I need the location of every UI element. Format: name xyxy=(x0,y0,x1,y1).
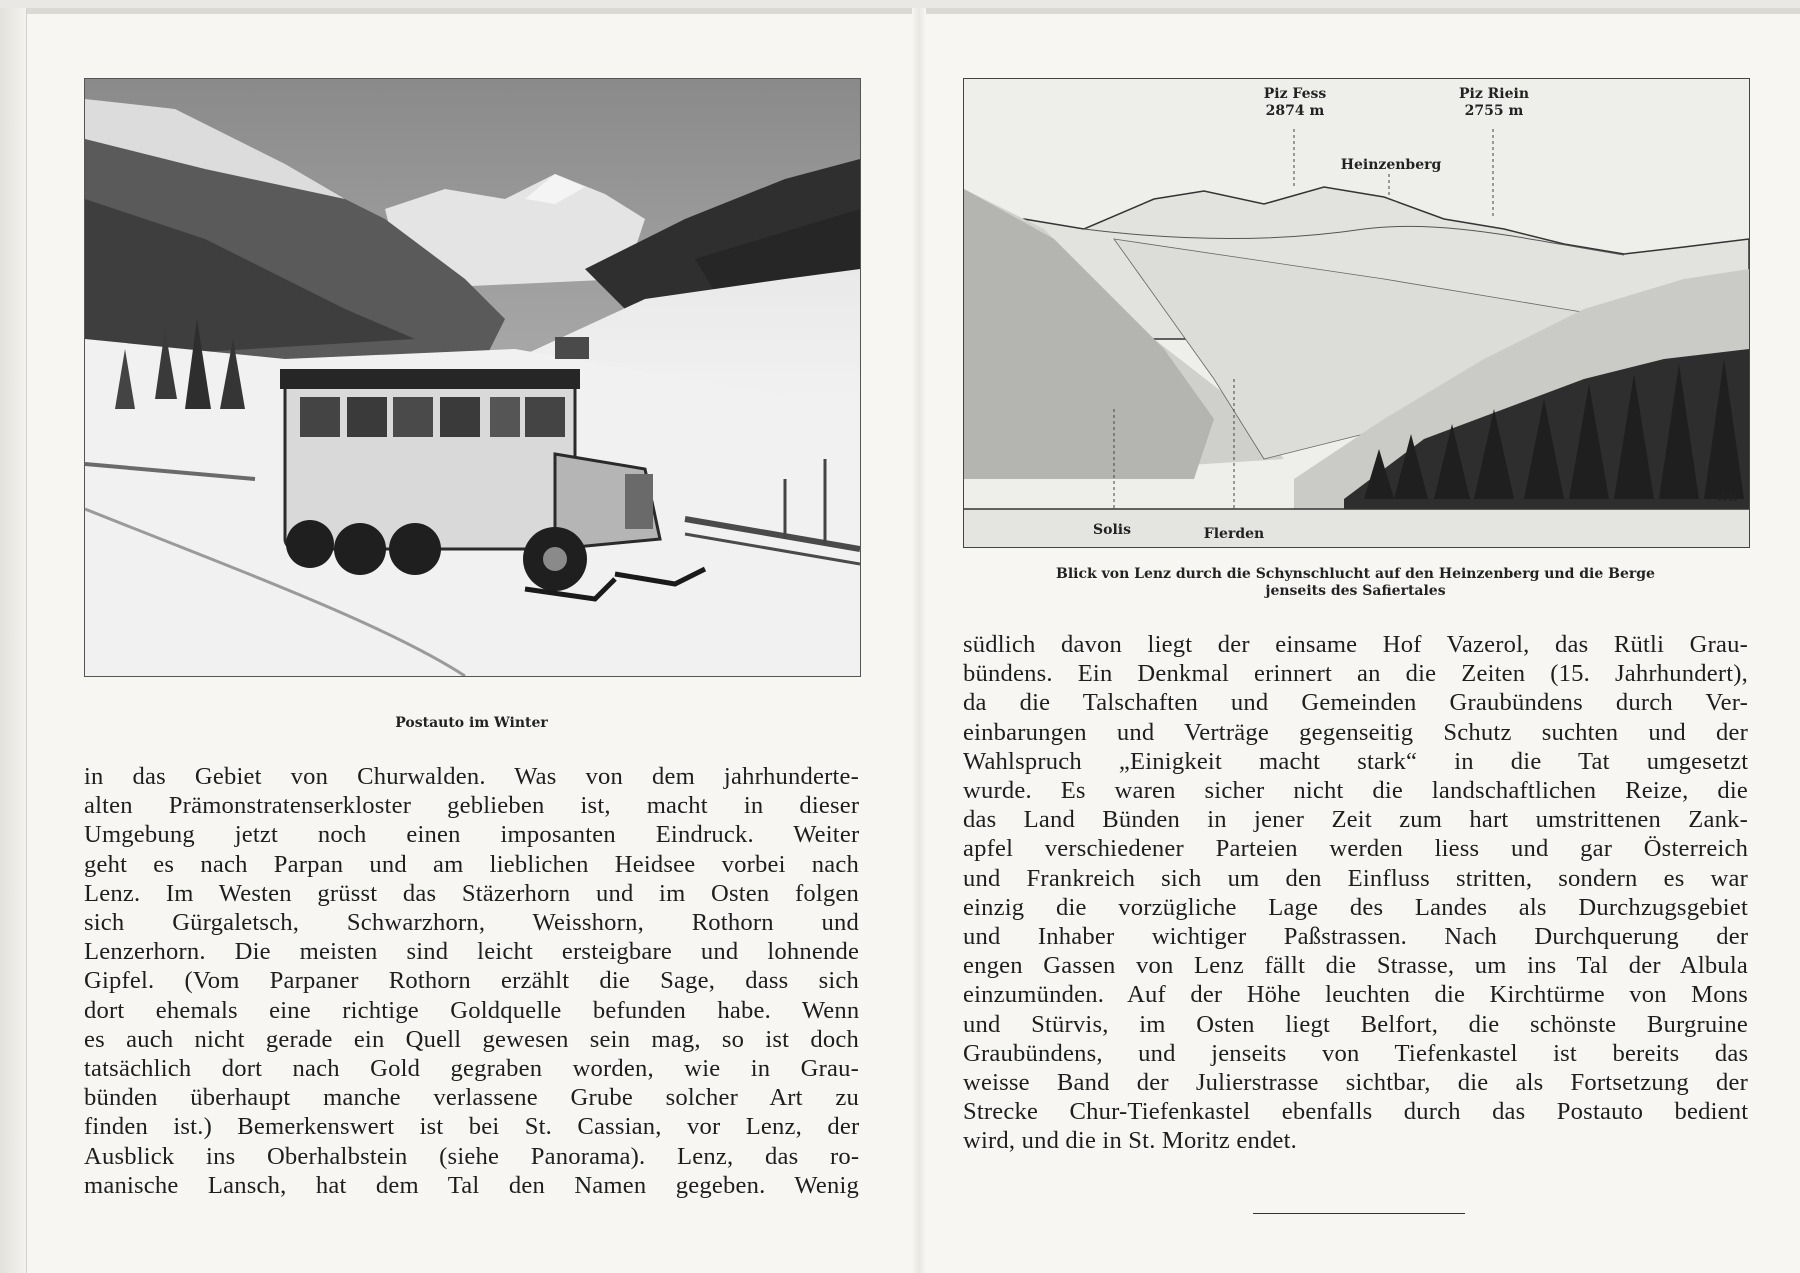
text-line: alten Prämonstratenserkloster geblieben ist, macht in dieser xyxy=(84,792,860,820)
label-solis: Solis xyxy=(1093,522,1131,538)
piz-riein-height: 2755 m xyxy=(1464,103,1524,119)
text-line: sich Gürgaletsch, Schwarzhorn, Weisshorn, Rothorn und xyxy=(84,909,859,937)
text-line: und Inhaber wichtiger Paßstrassen. Nach Durchquerung der xyxy=(963,923,1749,951)
text-line: bünden überhaupt manche verlassene Grube solcher Art zu xyxy=(84,1084,859,1112)
right-paragraph xyxy=(963,630,1748,1156)
text-line: Wahlspruch „Einigkeit macht stark“ in die Tat umgesetzt xyxy=(963,747,1749,775)
label-piz-riein xyxy=(1452,86,1536,120)
text-line: Lenzerhorn. Die meisten sind leicht ersteigbare und lohnende xyxy=(84,938,860,966)
label-piz-fess xyxy=(1257,86,1333,120)
text-line: einbarungen und Verträge gegenseitig Schutz suchten und der xyxy=(963,718,1748,746)
text-line: finden ist.) Bemerkenswert ist bei St. Cassian, vor Lenz, der xyxy=(84,1113,860,1141)
text-line: Gipfel. (Vom Parpaner Rothorn erzählt die Sage, dass sich xyxy=(84,967,859,995)
book-gutter xyxy=(912,8,926,1273)
text-line: und Frankreich sich um den Einfluss stritten, sondern es war xyxy=(963,864,1748,892)
piz-fess-height: 2874 m xyxy=(1265,103,1325,119)
text-line: Ausblick ins Oberhalbstein (siehe Panorama). Lenz, das ro- xyxy=(84,1142,860,1170)
panorama-caption xyxy=(963,566,1748,600)
text-line: manische Lansch, hat dem Tal den Namen gegeben. Wenig xyxy=(84,1171,859,1199)
winter-photo-illustration xyxy=(85,79,860,676)
text-line: einzumünden. Auf der Höhe leuchten die Kirchtürme von Mons xyxy=(963,981,1748,1009)
panorama-caption-line-2: jenseits des Safiertales xyxy=(1265,583,1446,599)
panorama-caption-line-1: Blick von Lenz durch die Schynschlucht auf den Heinzenberg und die Berge xyxy=(1056,566,1655,582)
text-line: das Land Bünden in jener Zeit zum hart umstrittenen Zank- xyxy=(963,806,1748,834)
label-heinzenberg: Heinzenberg xyxy=(1340,157,1442,173)
left-paragraph xyxy=(84,762,859,1200)
panorama-illustration xyxy=(964,79,1749,547)
text-line: wird, und die in St. Moritz endet. xyxy=(963,1127,1297,1155)
left-page xyxy=(84,78,859,1200)
text-line: und Stürvis, im Osten liegt Belfort, die schönste Burgruine xyxy=(963,1010,1748,1038)
text-line: da die Talschaften und Gemeinden Graubündens durch Ver- xyxy=(963,689,1748,717)
page-top-edge xyxy=(0,8,1800,14)
text-line: Lenz. Im Westen grüsst das Stäzerhorn und im Osten folgen xyxy=(84,879,859,907)
label-flerden: Flerden xyxy=(1203,526,1265,542)
artist-signature: WB xyxy=(1716,491,1738,504)
text-line: tatsächlich dort nach Gold gegraben worden, wie in Grau- xyxy=(84,1055,859,1083)
text-line: dort ehemals eine richtige Goldquelle befunden habe. Wenn xyxy=(84,996,860,1024)
panorama-drawing xyxy=(963,78,1750,548)
text-line: einzig die vorzügliche Lage des Landes als Durchzugsgebiet xyxy=(963,893,1748,921)
right-page xyxy=(963,78,1748,1156)
text-line: Graubündens, und jenseits von Tiefenkastel ist bereits das xyxy=(963,1039,1749,1067)
text-line: südlich davon liegt der einsame Hof Vazerol, das Rütli Grau- xyxy=(963,631,1748,658)
text-line: in das Gebiet von Churwalden. Was von dem jahrhunderte- xyxy=(84,763,859,790)
piz-fess-name: Piz Fess xyxy=(1263,86,1327,102)
text-line: engen Gassen von Lenz fällt die Strasse, um ins Tal der Albula xyxy=(963,952,1749,980)
text-line: geht es nach Parpan und am lieblichen Heidsee vorbei nach xyxy=(84,850,859,878)
postauto-winter-photo xyxy=(84,78,861,677)
section-end-rule xyxy=(1253,1213,1465,1214)
text-line: weisse Band der Julierstrasse sichtbar, die als Fortsetzung der xyxy=(963,1069,1748,1097)
text-line: Strecke Chur-Tiefenkastel ebenfalls durch das Postauto bedient xyxy=(963,1098,1749,1126)
text-line: wurde. Es waren sicher nicht die landschaftlichen Reize, die xyxy=(963,777,1748,805)
piz-riein-name: Piz Riein xyxy=(1458,86,1530,102)
text-line: Umgebung jetzt noch einen imposanten Eindruck. Weiter xyxy=(84,821,860,849)
book-spread xyxy=(0,8,1800,1273)
page-edge xyxy=(0,8,27,1273)
photo-caption: Postauto im Winter xyxy=(395,715,548,731)
text-line: es auch nicht gerade ein Quell gewesen sein mag, so ist doch xyxy=(84,1025,859,1053)
text-line: bündens. Ein Denkmal erinnert an die Zeiten (15. Jahrhundert), xyxy=(963,660,1748,688)
text-line: apfel verschiedener Parteien werden liess und gar Österreich xyxy=(963,835,1749,863)
